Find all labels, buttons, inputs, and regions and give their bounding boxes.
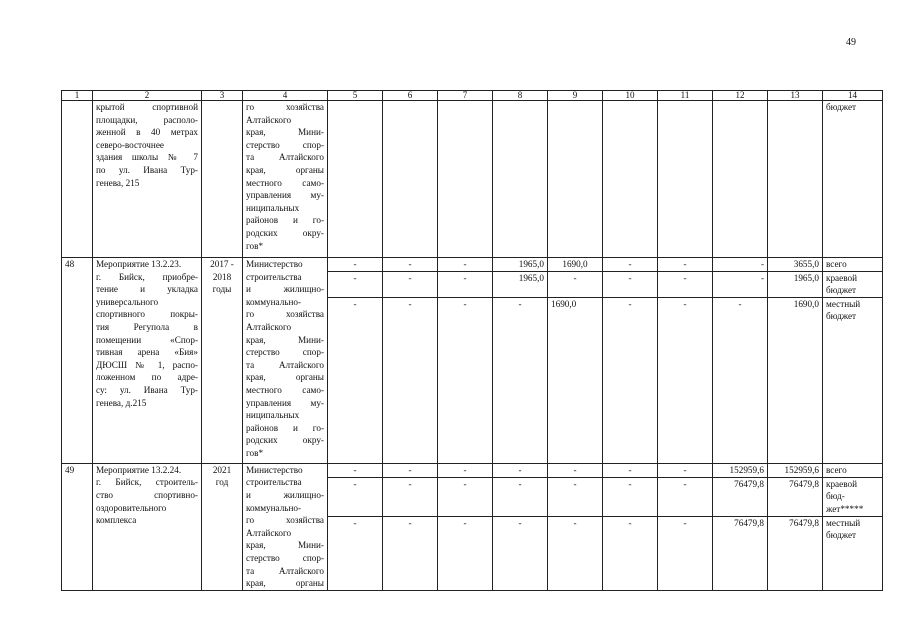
cell-num: 48 [62,258,93,464]
cell-value: - [713,258,768,272]
cell-value: - [438,516,493,590]
column-number: 2 [93,91,202,101]
cell-value: - [658,297,713,463]
cell-value: - [328,477,383,516]
cell-value: - [548,271,603,297]
column-number: 9 [548,91,603,101]
cell-funding-source: бюджет [823,101,883,258]
cell-value: - [658,463,713,477]
cell-value: - [658,477,713,516]
column-number: 12 [713,91,768,101]
cell-funding-source: всего [823,258,883,272]
column-number: 14 [823,91,883,101]
cell-period [202,101,243,258]
column-number: 7 [438,91,493,101]
column-number: 3 [202,91,243,101]
cell-value: - [603,477,658,516]
cell-funding-source: краевой бюд- жет***** [823,477,883,516]
cell-value: - [383,516,438,590]
cell-value: - [603,297,658,463]
table-row [62,258,883,272]
table-row-continued [62,101,883,258]
cell-value: 76479,8 [713,516,768,590]
cell-value: - [548,516,603,590]
table-row [62,463,883,477]
cell-measure-name: Мероприятие 13.2.24. г. Бийск, строитель- ство спортивно- оздоровительного комплекса [93,463,202,590]
cell-value: 1965,0 [493,258,548,272]
cell-value: 3655,0 [768,258,823,272]
cell-value: 152959,6 [768,463,823,477]
column-number: 1 [62,91,93,101]
cell-value: 1965,0 [493,271,548,297]
cell-value: - [658,516,713,590]
cell-value: 1690,0 [548,297,603,463]
cell-value: - [713,297,768,463]
cell-value: - [328,271,383,297]
cell-value: - [328,516,383,590]
cell-value: - [438,271,493,297]
column-number: 10 [603,91,658,101]
cell-executor: Министерство строительства и жилищно- коммунально- го хозяйства Алтайского края, Мини- стерство спор- та Алтайского края, органы [243,463,328,590]
cell-funding-source: местный бюджет [823,516,883,590]
cell-executor: Министерство строительства и жилищно- коммунально- го хозяйства Алтайского края, Мини- стерство спор- та Алтайского края, органы местного само- управления му- ниципальных районов и го- родских окру- гов* [243,258,328,464]
cell-value: - [438,463,493,477]
cell-value: 76479,8 [768,516,823,590]
cell-value: - [328,297,383,463]
cell-num [62,101,93,258]
column-number: 4 [243,91,328,101]
cell-executor: го хозяйства Алтайского края, Мини- стерство спор- та Алтайского края, органы местного само- управления му- ниципальных районов и го- родских окру- гов* [243,101,328,258]
cell-value: - [383,463,438,477]
cell-value: - [383,258,438,272]
cell-value: - [383,477,438,516]
cell-value: - [438,258,493,272]
column-number: 5 [328,91,383,101]
cell-measure-name: Мероприятие 13.2.23. г. Бийск, приобре- тение и укладка универсального спортивного покры- тия Регупола в помещении «Спор- тивная арена «Бия» ДЮСШ № 1, распо- ложенном по адре- су: ул. Ивана Тур- генева, д.215 [93,258,202,464]
cell-value: - [493,477,548,516]
cell-value: - [383,297,438,463]
cell-value: - [328,463,383,477]
column-number: 8 [493,91,548,101]
cell-value: - [548,477,603,516]
cell-funding-source: всего [823,463,883,477]
cell-period: 2021 год [202,463,243,590]
column-number: 6 [383,91,438,101]
cell-value: - [438,297,493,463]
cell-value: - [658,271,713,297]
cell-value: 152959,6 [713,463,768,477]
cell-period: 2017 - 2018 годы [202,258,243,464]
column-number: 13 [768,91,823,101]
cell-value: - [383,271,438,297]
cell-value: - [603,271,658,297]
column-number-row [62,91,883,101]
cell-funding-source: краевой бюджет [823,271,883,297]
cell-value: - [603,258,658,272]
cell-value: - [713,271,768,297]
cell-value: 76479,8 [768,477,823,516]
page-number: 49 [846,37,856,48]
cell-value: 1690,0 [548,258,603,272]
cell-value: - [603,463,658,477]
cell-value: 76479,8 [713,477,768,516]
cell-value: 1690,0 [768,297,823,463]
cell-value: - [658,258,713,272]
cell-value: - [438,477,493,516]
cell-funding-source: местный бюджет [823,297,883,463]
column-number: 11 [658,91,713,101]
cell-value: - [493,297,548,463]
cell-value: 1965,0 [768,271,823,297]
cell-value: - [493,516,548,590]
budget-table [61,90,883,591]
cell-num: 49 [62,463,93,590]
cell-value: - [328,258,383,272]
cell-value: - [548,463,603,477]
cell-value: - [603,516,658,590]
cell-measure-name: крытой спортивной площадки, располо- женной в 40 метрах северо-восточнее здания школы № 7 по ул. Ивана Тур- генева, 215 [93,101,202,258]
cell-value: - [493,463,548,477]
